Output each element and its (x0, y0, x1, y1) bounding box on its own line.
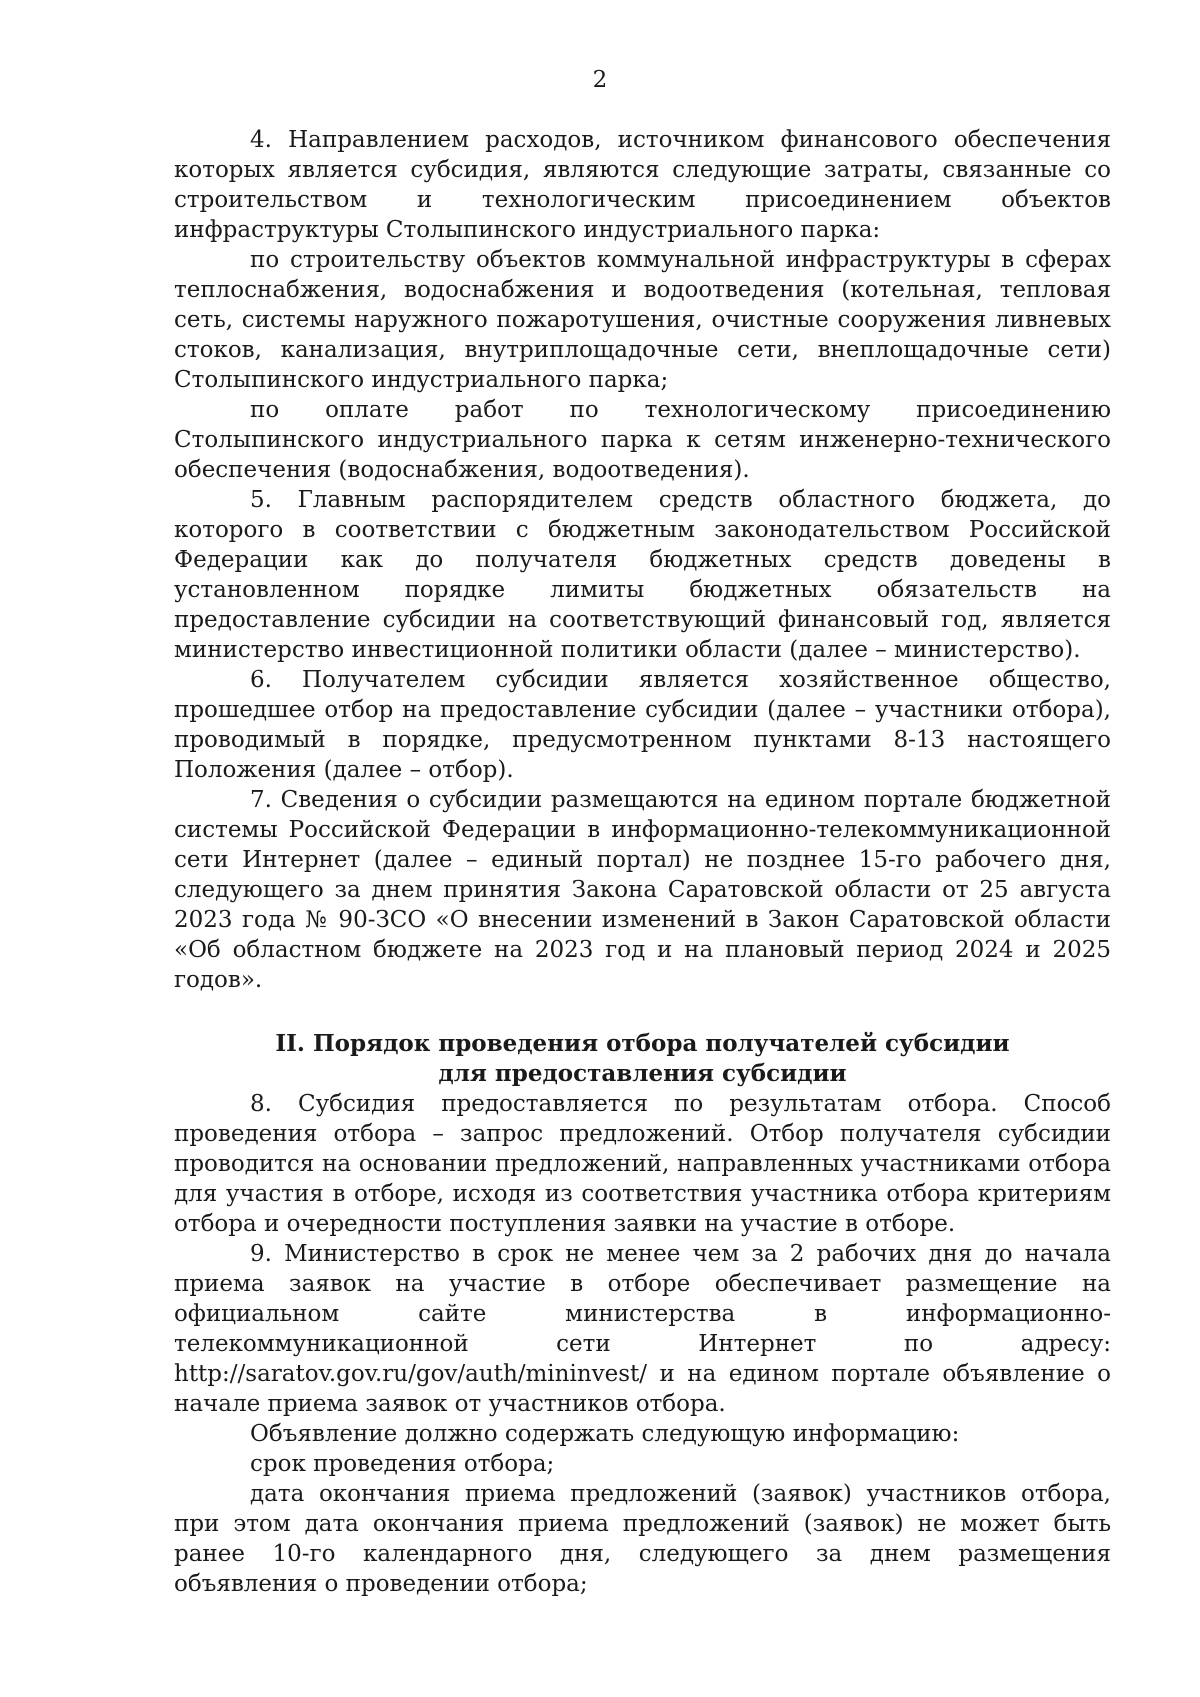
paragraph-connection-costs: по оплате работ по технологическому присоединению Столыпинского индустриального парка к сетям инженерно-технического обеспечения (водоснабжения, водоотведения). (174, 397, 1111, 483)
paragraph-selection-period: срок проведения отбора; (250, 1451, 555, 1477)
document-body (174, 125, 1111, 1599)
paragraph-application-deadline: дата окончания приема предложений (заявок) участников отбора, при этом дата окончания приема предложений (заявок) не может быть ранее 10-го календарного дня, следующего за днем размещения объявления о проведении отбора; (174, 1481, 1111, 1597)
paragraph-item-6: 6. Получателем субсидии является хозяйственное общество, прошедшее отбор на предоставление субсидии (далее – участники отбора), проводимый в порядке, предусмотренном пунктами 8-13 настоящего Положения (далее – отбор). (174, 667, 1111, 783)
paragraph-announcement-intro: Объявление должно содержать следующую информацию: (250, 1421, 960, 1447)
section-heading-line-2: для предоставления субсидии (438, 1060, 847, 1087)
page-number: 2 (592, 67, 608, 93)
section-heading (174, 1029, 1111, 1089)
paragraph-item-4: 4. Направлением расходов, источником финансового обеспечения которых является субсидия, являются следующие затраты, связанные со строительством и технологическим присоединением объектов инфраструктуры Столыпинского индустриального парка: (174, 127, 1111, 243)
paragraph-item-9: 9. Министерство в срок не менее чем за 2 рабочих дня до начала приема заявок на участие в отборе обеспечивает размещение на официальном сайте министерства в информационно-телекоммуникационной сети Интернет по адресу: http://saratov.gov.ru/gov/auth/mininvest/ и на едином портале объявление о начале приема заявок от участников отбора. (174, 1241, 1111, 1417)
paragraph-item-5: 5. Главным распорядителем средств областного бюджета, до которого в соответствии с бюджетным законодательством Российской Федерации как до получателя бюджетных средств доведены в установленном порядке лимиты бюджетных обязательств на предоставление субсидии на соответствующий финансовый год, является министерство инвестиционной политики области (далее – министерство). (174, 487, 1111, 663)
paragraph-item-8: 8. Субсидия предоставляется по результатам отбора. Способ проведения отбора – запрос предложений. Отбор получателя субсидии проводится на основании предложений, направленных участниками отбора для участия в отборе, исходя из соответствия участника отбора критериям отбора и очередности поступления заявки на участие в отборе. (174, 1091, 1111, 1237)
paragraph-construction-costs: по строительству объектов коммунальной инфраструктуры в сферах теплоснабжения, водоснабжения и водоотведения (котельная, тепловая сеть, системы наружного пожаротушения, очистные сооружения ливневых стоков, канализация, внутриплощадочные сети, внеплощадочные сети) Столыпинского индустриального парка; (174, 247, 1111, 393)
paragraph-item-7: 7. Сведения о субсидии размещаются на едином портале бюджетной системы Российской Федерации в информационно-телекоммуникационной сети Интернет (далее – единый портал) не позднее 15-го рабочего дня, следующего за днем принятия Закона Саратовской области от 25 августа 2023 года № 90-ЗСО «О внесении изменений в Закон Саратовской области «Об областном бюджете на 2023 год и на плановый период 2024 и 2025 годов». (174, 787, 1111, 993)
section-heading-line-1: II. Порядок проведения отбора получателей субсидии (275, 1030, 1010, 1057)
